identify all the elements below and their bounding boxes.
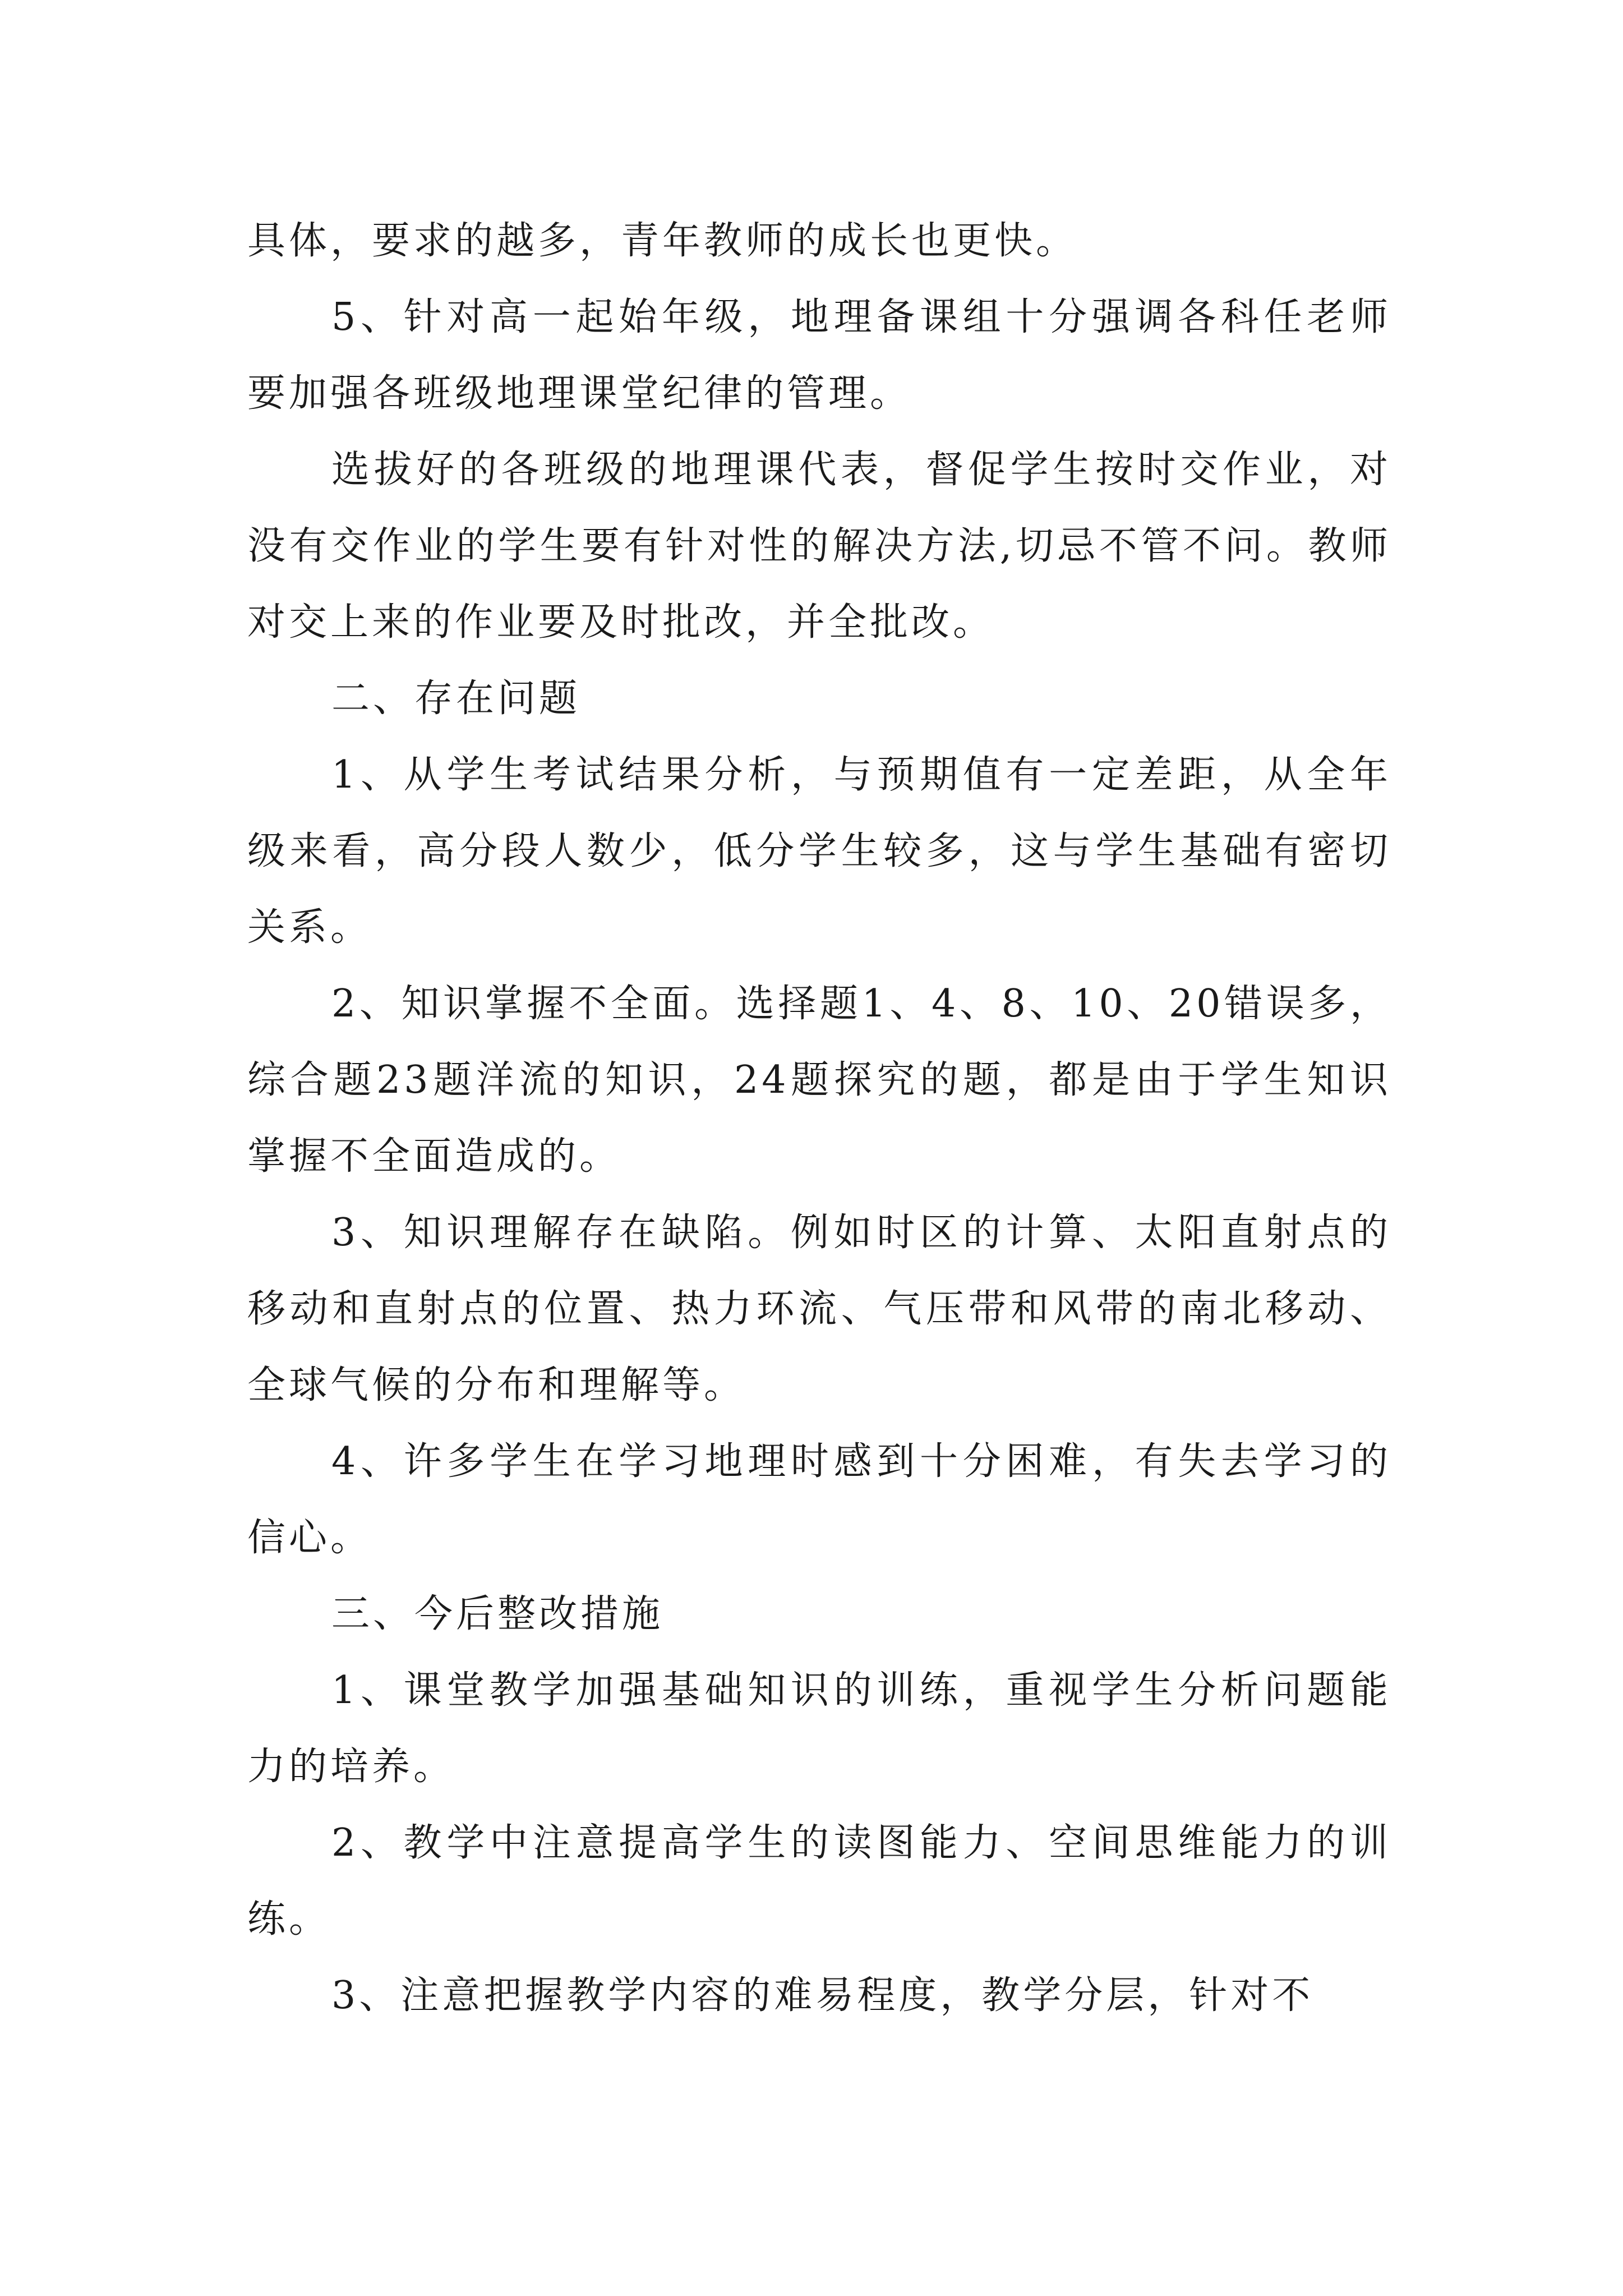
paragraph: 3、知识理解存在缺陷。例如时区的计算、太阳直射点的移动和直射点的位置、热力环流、气压带和风带的南北移动、全球气候的分布和理解等。 — [247, 1211, 1391, 1407]
document-body — [247, 203, 1391, 2034]
paragraph: 1、课堂教学加强基础知识的训练，重视学生分析问题能力的培养。 — [247, 1668, 1391, 1789]
paragraph: 4、许多学生在学习地理时感到十分困难，有失去学习的信心。 — [247, 1439, 1391, 1560]
section-heading: 三、今后整改措施 — [331, 1592, 664, 1636]
paragraph: 2、教学中注意提高学生的读图能力、空间思维能力的训练。 — [247, 1821, 1391, 1941]
paragraph: 选拔好的各班级的地理课代表，督促学生按时交作业，对没有交作业的学生要有针对性的解决方法,切忌不管不问。教师对交上来的作业要及时批改，并全批改。 — [247, 448, 1391, 645]
paragraph: 具体，要求的越多，青年教师的成长也更快。 — [247, 219, 1078, 263]
paragraph: 2、知识掌握不全面。选择题1、4、8、10、20错误多，综合题23题洋流的知识，24题探究的题，都是由于学生知识掌握不全面造成的。 — [247, 982, 1391, 1179]
section-heading: 二、存在问题 — [331, 677, 581, 721]
paragraph: 5、针对高一起始年级，地理备课组十分强调各科任老师要加强各班级地理课堂纪律的管理。 — [247, 295, 1391, 416]
paragraph: 3、注意把握教学内容的难易程度，教学分层，针对不 — [331, 1973, 1314, 2018]
paragraph: 1、从学生考试结果分析，与预期值有一定差距，从全年级来看，高分段人数少，低分学生较多，这与学生基础有密切关系。 — [247, 753, 1391, 950]
